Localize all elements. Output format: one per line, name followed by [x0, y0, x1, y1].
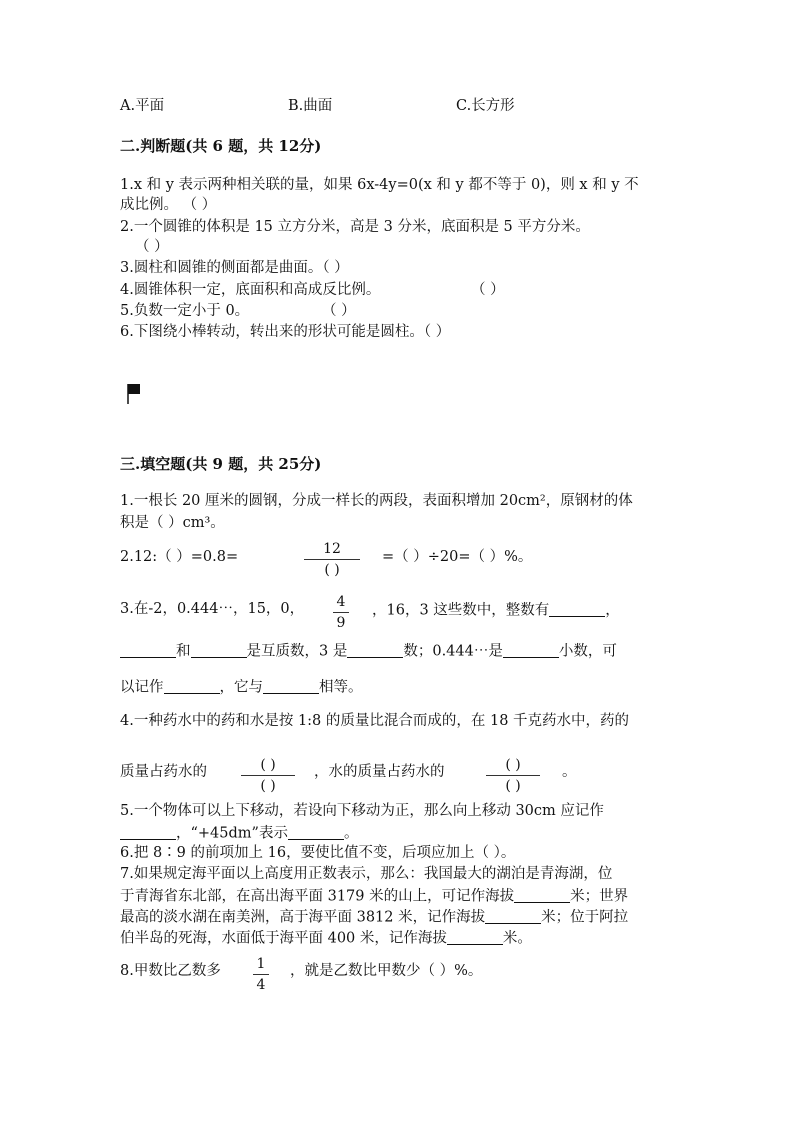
fraction-bar — [333, 612, 349, 613]
option-c: C.长方形 — [456, 98, 515, 114]
fill-q7-qinghai: 于青海省东北部，在高出海平面 3179 米的山上，可记作海拔 — [120, 888, 515, 905]
tf-q4-paren: （ ） — [471, 282, 505, 298]
fill-q8-fraction — [253, 955, 269, 994]
fill-q2-fraction — [304, 540, 360, 579]
section-3-title: 三.填空题(共 9 题，共 25分) — [120, 455, 322, 473]
fill-q7-line3 — [120, 908, 628, 927]
answer-blank[interactable] — [485, 908, 541, 924]
fill-q3-comma: ， — [605, 602, 620, 619]
answer-blank[interactable] — [503, 642, 559, 658]
answer-blank[interactable] — [447, 929, 503, 945]
fraction-numerator: 4 — [336, 594, 346, 610]
fill-q4-fraction-2 — [486, 756, 540, 795]
fill-q1-line2: 积是（ ）cm³。 — [120, 515, 225, 531]
fill-q3-mid — [372, 601, 620, 620]
fraction-denominator: 9 — [336, 615, 346, 631]
fraction-bar — [253, 974, 269, 975]
fill-q3-equal: 相等。 — [319, 679, 363, 696]
fill-q8-end: ，就是乙数比甲数少（ ）%。 — [290, 963, 483, 979]
option-b: B.曲面 — [288, 98, 333, 114]
fraction-bar — [304, 559, 360, 560]
fill-q8-start: 8.甲数比乙数多 — [120, 963, 221, 979]
answer-blank[interactable] — [120, 642, 176, 658]
fraction-denominator: ( ) — [505, 778, 521, 794]
fraction-numerator: ( ) — [260, 757, 276, 773]
fraction-denominator: 4 — [256, 977, 266, 993]
section-2-title: 二.判断题(共 6 题，共 12分) — [120, 137, 322, 155]
fill-q7-line4 — [120, 929, 532, 948]
tf-q2-line2: （ ） — [135, 239, 169, 255]
fill-q5-end: 。 — [343, 825, 359, 842]
answer-blank[interactable] — [120, 824, 176, 840]
fill-q3-number: 数；0.444⋯是 — [403, 643, 503, 660]
tf-q4: 4.圆锥体积一定，底面积和高成反比例。 — [120, 282, 381, 298]
fill-q7-line1: 7.如果规定海平面以上高度用正数表示，那么：我国最大的湖泊是青海湖，位 — [120, 866, 613, 882]
fill-q7-arab: 米；位于阿拉 — [541, 909, 629, 926]
fill-q5-means: ，“+45dm”表示 — [176, 825, 288, 842]
fill-q1-line1: 1.一根长 20 厘米的圆钢，分成一样长的两段，表面积增加 20cm²，原钢材的体 — [120, 493, 633, 509]
tf-q1-line2: 成比例。 （ ） — [120, 197, 217, 213]
fraction-denominator: ( ) — [260, 778, 276, 794]
fraction-numerator: 1 — [256, 956, 266, 972]
tf-q3: 3.圆柱和圆锥的侧面都是曲面。（ ） — [120, 260, 349, 276]
fraction-numerator: 12 — [323, 541, 341, 557]
fill-q3-coprime: 是互质数，3 是 — [246, 643, 348, 660]
answer-blank[interactable] — [347, 642, 403, 658]
fill-q4-medicine-label: 质量占药水的 — [120, 764, 207, 780]
fill-q2-start: 2.12:（ ）=0.8= — [120, 549, 239, 565]
fill-q4-fraction-1 — [241, 756, 295, 795]
fill-q7-world: 米；世界 — [570, 888, 629, 905]
answer-blank[interactable] — [549, 601, 605, 617]
fill-q3-line3 — [120, 678, 363, 697]
fill-q3-and: 和 — [176, 643, 191, 660]
fill-q3-integers-label: ，16，3 这些数中，整数有 — [372, 602, 550, 619]
tf-q6: 6.下图绕小棒转动，转出来的形状可能是圆柱。（ ） — [120, 324, 451, 340]
fill-q5-line2 — [120, 824, 358, 843]
fill-q6: 6.把 8∶9 的前项加上 16，要使比值不变，后项应加上（ ）。 — [120, 845, 516, 861]
fill-q4-end: 。 — [562, 764, 577, 780]
tf-q2-line1: 2.一个圆锥的体积是 15 立方分米，高是 3 分米，底面积是 5 平方分米。 — [120, 219, 590, 235]
fill-q7-deadsea: 伯半岛的死海，水面低于海平面 400 米，记作海拔 — [120, 930, 447, 947]
tf-q1-line1: 1.x 和 y 表示两种相关联的量，如果 6x-4y=0(x 和 y 都不等于 0)，则 x 和 y 不 — [120, 177, 639, 193]
tf-q5: 5.负数一定小于 0。 — [120, 303, 250, 319]
fill-q5-line1: 5.一个物体可以上下移动，若设向下移动为正，那么向上移动 30cm 应记作 — [120, 803, 604, 819]
answer-blank[interactable] — [263, 678, 319, 694]
fill-q4-line1: 4.一种药水中的药和水是按 1:8 的质量比混合而成的，在 18 千克药水中，药的 — [120, 713, 630, 729]
fill-q2-end: =（ ）÷20=（ ）%。 — [382, 549, 533, 565]
fraction-numerator: ( ) — [505, 757, 521, 773]
answer-blank[interactable] — [164, 678, 220, 694]
flag-figure — [127, 384, 141, 404]
fill-q3-record-as: 以记作 — [120, 679, 164, 696]
fill-q3-fraction — [333, 593, 349, 632]
answer-blank[interactable] — [191, 642, 247, 658]
option-a: A.平面 — [120, 98, 165, 114]
fill-q3-decimal: 小数，可 — [558, 643, 617, 660]
fraction-bar — [241, 775, 295, 776]
tf-q5-paren: （ ） — [322, 303, 356, 319]
answer-blank[interactable] — [288, 824, 344, 840]
fraction-denominator: ( ) — [324, 562, 340, 578]
answer-blank[interactable] — [514, 887, 570, 903]
fill-q3-line2 — [120, 642, 617, 661]
fill-q3-it-with: ，它与 — [219, 679, 263, 696]
fill-q7-line2 — [120, 887, 628, 906]
fraction-bar — [486, 775, 540, 776]
fill-q3-start: 3.在-2，0.444⋯，15，0， — [120, 601, 305, 617]
fill-q7-meter: 米。 — [502, 930, 532, 947]
fill-q4-water-label: ，水的质量占药水的 — [314, 764, 445, 780]
fill-q7-freshwater: 最高的淡水湖在南美洲，高于海平面 3812 米，记作海拔 — [120, 909, 486, 926]
